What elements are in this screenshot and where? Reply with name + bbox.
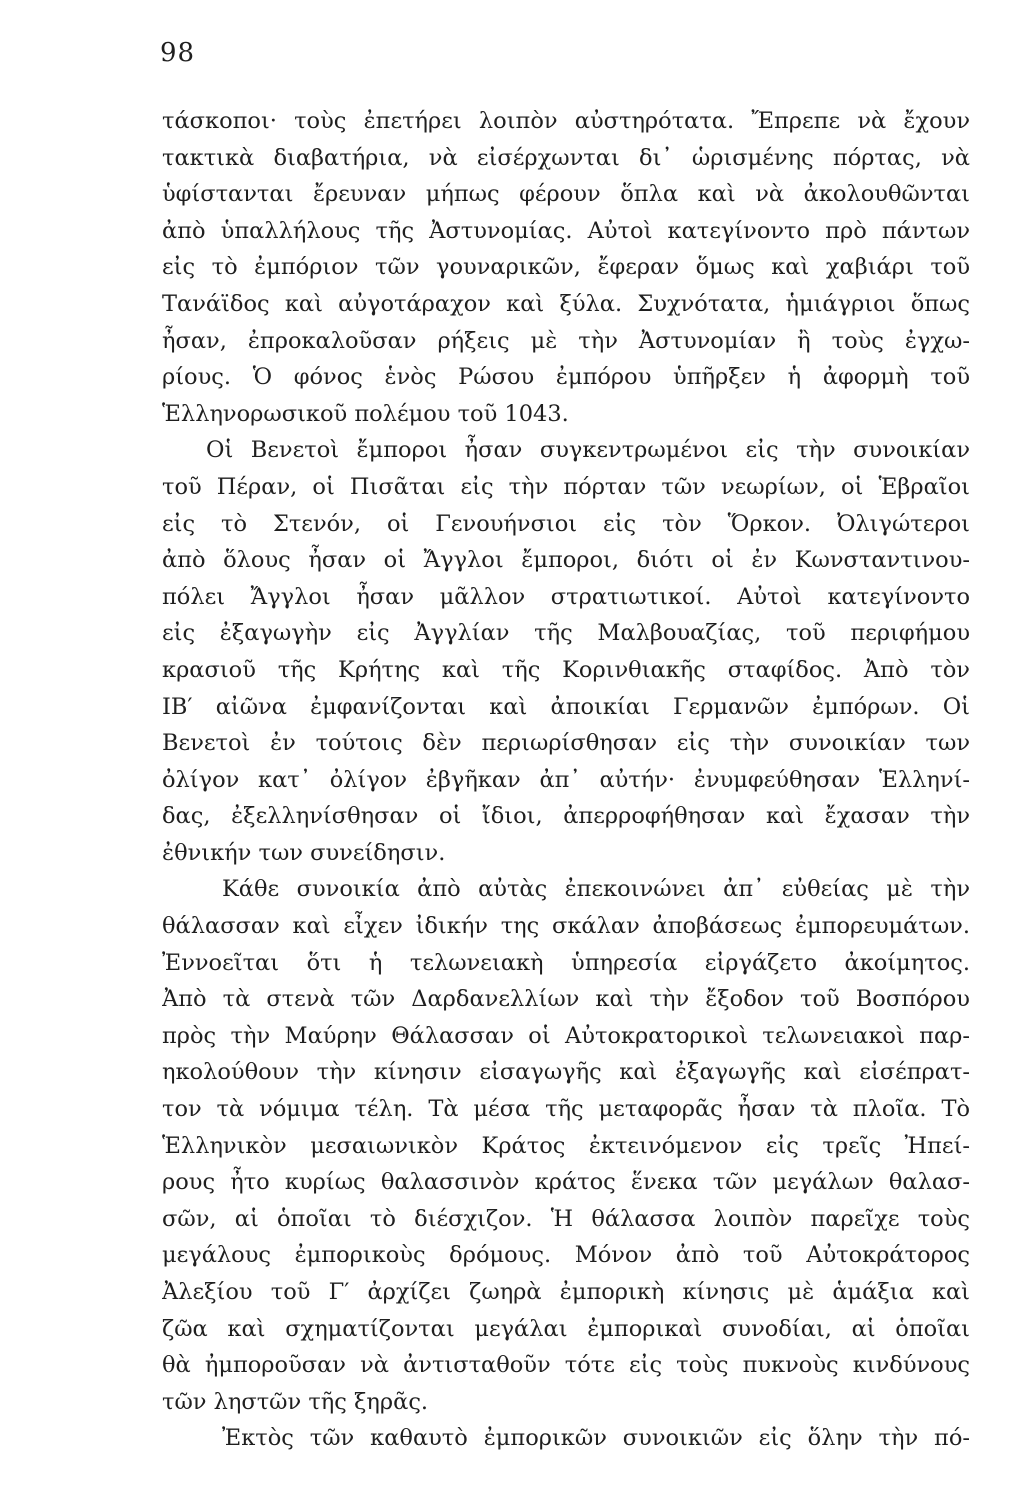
text-line: πρὸς τὴν Μαύρην Θάλασσαν οἱ Αὐτοκρατορικοὶ τελωνειακοὶ παρ- [162, 1022, 970, 1049]
text-line: ηκολούθουν τὴν κίνησιν εἰσαγωγῆς καὶ ἐξαγωγῆς καὶ εἰσέπρατ- [162, 1059, 970, 1086]
body-text [162, 103, 970, 1457]
text-line: ἀπὸ ὅλους ἦσαν οἱ Ἄγγλοι ἔμποροι, διότι οἱ ἐν Κωνσταντινου- [162, 547, 970, 574]
text-line: ὀλίγον κατ᾽ ὀλίγον ἐβγῆκαν ἀπ᾽ αὐτήν· ἐνυμφεύθησαν Ἑλληνί- [162, 766, 970, 793]
text-line: ρους ἦτο κυρίως θαλασσινὸν κράτος ἕνεκα τῶν μεγάλων θαλασ- [162, 1169, 970, 1196]
text-line: κρασιοῦ τῆς Κρήτης καὶ τῆς Κορινθιακῆς σταφίδος. Ἀπὸ τὸν [162, 656, 970, 683]
text-line: εἰς ἐξαγωγὴν εἰς Ἀγγλίαν τῆς Μαλβουαζίας, τοῦ περιφήμου [162, 620, 970, 647]
text-line: ὑφίστανται ἔρευναν μήπως φέρουν ὅπλα καὶ νὰ ἀκολουθῶνται [162, 181, 970, 208]
text-line: ἀπὸ ὑπαλλήλους τῆς Ἀστυνομίας. Αὐτοὶ κατεγίνοντο πρὸ πάντων [162, 217, 970, 244]
text-line: τῶν ληστῶν τῆς ξηρᾶς. [162, 1388, 429, 1415]
text-line: Κάθε συνοικία ἀπὸ αὐτὰς ἐπεκοινώνει ἀπ᾽ εὐθείας μὲ τὴν [222, 876, 970, 903]
text-line: Ἐκτὸς τῶν καθαυτὸ ἐμπορικῶν συνοικιῶν εἰς ὅλην τὴν πό- [222, 1425, 970, 1452]
text-line: θάλασσαν καὶ εἶχεν ἰδικήν της σκάλαν ἀποβάσεως ἐμπορευμάτων. [162, 913, 970, 940]
text-line: μεγάλους ἐμπορικοὺς δρόμους. Μόνον ἀπὸ τοῦ Αὐτοκράτορος [162, 1242, 970, 1269]
text-line: τον τὰ νόμιμα τέλη. Τὰ μέσα τῆς μεταφορᾶς ἦσαν τὰ πλοῖα. Τὸ [162, 1096, 970, 1123]
text-line: ρίους. Ὁ φόνος ἑνὸς Ρώσου ἐμπόρου ὑπῆρξεν ἡ ἀφορμὴ τοῦ [162, 364, 970, 391]
text-line: σῶν, αἱ ὁποῖαι τὸ διέσχιζον. Ἡ θάλασσα λοιπὸν παρεῖχε τοὺς [162, 1205, 970, 1232]
text-line: τάσκοποι· τοὺς ἐπετήρει λοιπὸν αὐστηρότατα. Ἔπρεπε νὰ ἔχουν [162, 108, 970, 134]
text-line: ΙΒ′ αἰῶνα ἐμφανίζονται καὶ ἀποικίαι Γερμανῶν ἐμπόρων. Οἱ [162, 693, 970, 720]
page-number: 98 [160, 38, 196, 68]
text-line: τακτικὰ διαβατήρια, νὰ εἰσέρχωνται δι᾽ ὡρισμένης πόρτας, νὰ [162, 144, 970, 171]
text-line: εἰς τὸ ἐμπόριον τῶν γουναρικῶν, ἔφεραν ὅμως καὶ χαβιάρι τοῦ [162, 254, 970, 281]
text-line: Ἑλληνικὸν μεσαιωνικὸν Κράτος ἐκτεινόμενον εἰς τρεῖς Ἠπεί- [162, 1132, 970, 1159]
text-line: Ἀλεξίου τοῦ Γ′ ἀρχίζει ζωηρὰ ἐμπορικὴ κίνησις μὲ ἁμάξια καὶ [162, 1279, 970, 1305]
text-line: Οἱ Βενετοὶ ἔμποροι ἦσαν συγκεντρωμένοι εἰς τὴν συνοικίαν [206, 437, 970, 464]
text-line: πόλει Ἄγγλοι ἦσαν μᾶλλον στρατιωτικοί. Αὐτοὶ κατεγίνοντο [162, 583, 970, 610]
text-line: ἐθνικήν των συνείδησιν. [162, 839, 446, 866]
text-line: Ἐννοεῖται ὅτι ἡ τελωνειακὴ ὑπηρεσία εἰργάζετο ἀκοίμητος. [162, 949, 970, 976]
text-line: Βενετοὶ ἐν τούτοις δὲν περιωρίσθησαν εἰς τὴν συνοικίαν των [162, 730, 970, 757]
text-line: τοῦ Πέραν, οἱ Πισᾶται εἰς τὴν πόρταν τῶν νεωρίων, οἱ Ἑβραῖοι [162, 473, 970, 500]
text-line: Τανάϊδος καὶ αὐγοτάραχον καὶ ξύλα. Συχνότατα, ἡμιάγριοι ὅπως [162, 290, 970, 317]
text-line: Ἑλληνορωσικοῦ πολέμου τοῦ 1043. [162, 400, 569, 427]
text-line: θὰ ἠμποροῦσαν νὰ ἀντισταθοῦν τότε εἰς τοὺς πυκνοὺς κινδύνους [162, 1352, 970, 1379]
text-line: δας, ἐξελληνίσθησαν οἱ ἴδιοι, ἀπερροφήθησαν καὶ ἔχασαν τὴν [162, 803, 970, 830]
text-line: Ἀπὸ τὰ στενὰ τῶν Δαρδανελλίων καὶ τὴν ἔξοδον τοῦ Βοσπόρου [162, 986, 970, 1013]
text-line: ζῶα καὶ σχηματίζονται μεγάλαι ἐμπορικαὶ συνοδίαι, αἱ ὁποῖαι [162, 1315, 970, 1342]
text-line: εἰς τὸ Στενόν, οἱ Γενουήνσιοι εἰς τὸν Ὅρκον. Ὀλιγώτεροι [162, 510, 970, 537]
text-line: ἦσαν, ἐπροκαλοῦσαν ρήξεις μὲ τὴν Ἀστυνομίαν ἢ τοὺς ἐγχω- [162, 327, 970, 354]
